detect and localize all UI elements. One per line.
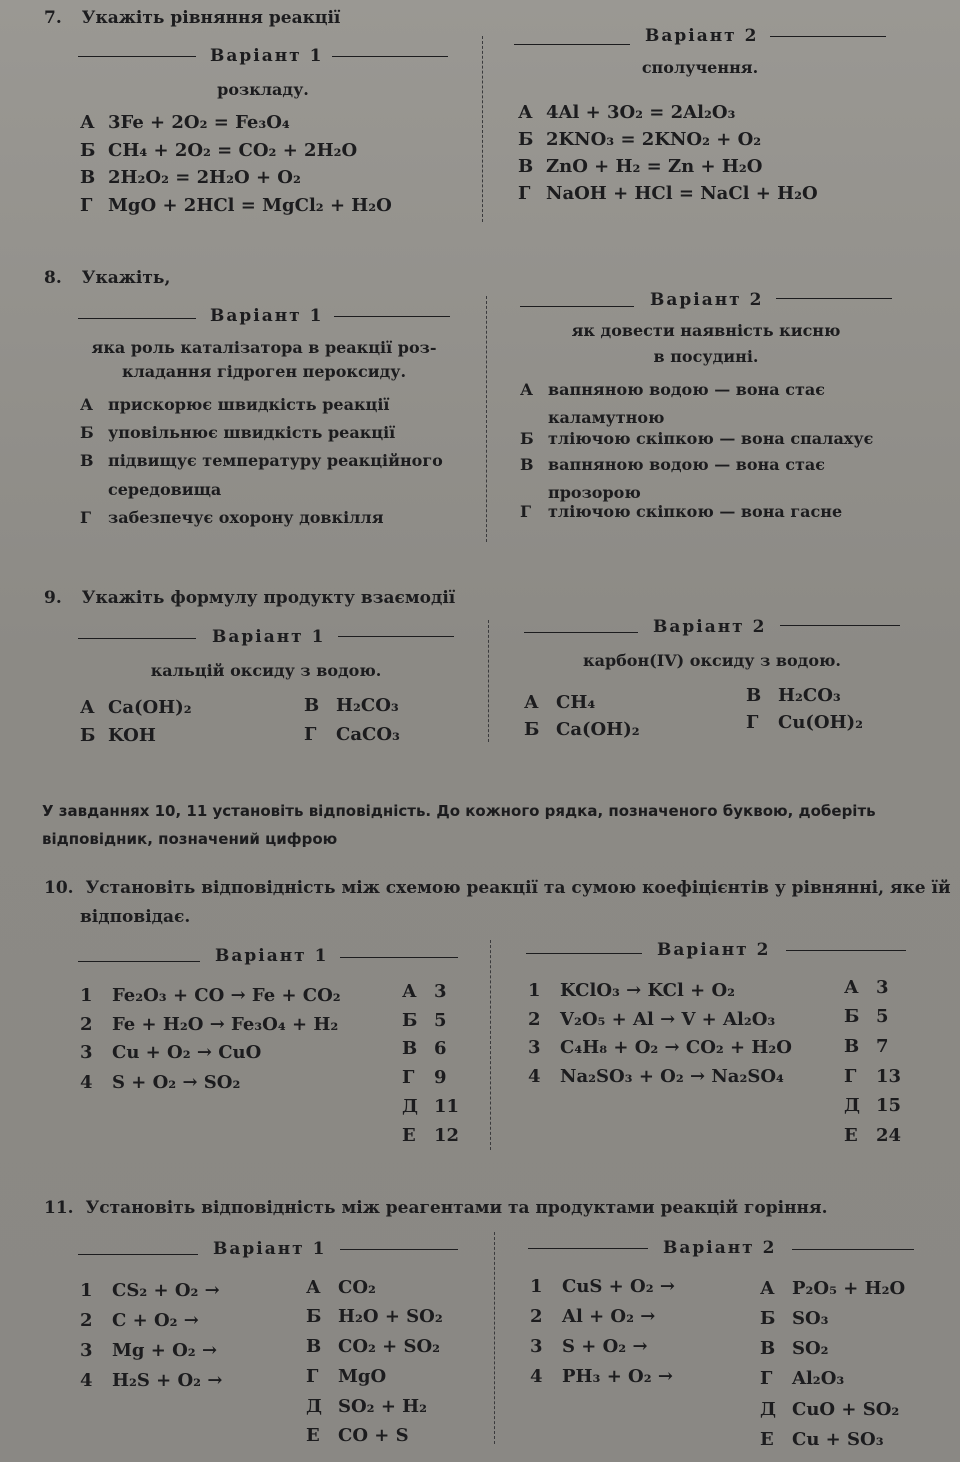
matching-row: 1 CS₂ + O₂ → — [80, 1280, 220, 1301]
matching-row: 3 C₄H₈ + O₂ → CO₂ + H₂O — [528, 1037, 792, 1058]
matching-answer: Б 5 — [402, 1010, 447, 1031]
variant-divider — [486, 296, 487, 542]
header-rule — [520, 306, 634, 307]
header-rule — [770, 36, 886, 37]
answer-option: Б уповільнює швидкість реакції — [80, 423, 396, 442]
variant-2-header: Варіант 2 — [657, 940, 771, 960]
matching-answer: Д 15 — [844, 1095, 902, 1116]
variant-2-header: Варіант 2 — [645, 26, 759, 46]
answer-option: В H₂CO₃ — [304, 695, 399, 716]
header-rule — [332, 56, 448, 57]
answer-option-continuation: середовища — [108, 480, 222, 499]
matching-instruction-line1: У завданнях 10, 11 установіть відповідність. До кожного рядка, позначеного буквою, доберіть — [42, 802, 876, 820]
matching-answer: В CO₂ + SO₂ — [306, 1336, 441, 1357]
matching-answer: Г MgO — [306, 1366, 387, 1387]
answer-option: В 2H₂O₂ = 2H₂O + O₂ — [80, 167, 301, 188]
header-rule — [340, 957, 458, 958]
variant-divider — [488, 620, 489, 742]
variant-divider — [482, 36, 483, 222]
header-rule — [78, 638, 196, 639]
matching-answer: А CO₂ — [306, 1277, 376, 1298]
header-rule — [528, 1248, 648, 1249]
matching-row: 2 Al + O₂ → — [530, 1306, 656, 1327]
question-number: 10. — [44, 878, 74, 898]
matching-row: 2 C + O₂ → — [80, 1310, 199, 1331]
header-rule — [524, 632, 638, 633]
matching-row: 3 Mg + O₂ → — [80, 1340, 218, 1361]
question-10-title — [44, 878, 951, 898]
header-rule — [338, 636, 454, 637]
matching-answer: Б SO₃ — [760, 1308, 829, 1329]
variant-divider — [490, 940, 491, 1150]
matching-row: 4 H₂S + O₂ → — [80, 1370, 223, 1391]
answer-option: А прискорює швидкість реакції — [80, 395, 390, 414]
matching-answer: Г 13 — [844, 1066, 902, 1087]
header-rule — [78, 56, 196, 57]
variant-1-header: Варіант 1 — [210, 306, 324, 326]
matching-row: 1 CuS + O₂ → — [530, 1276, 675, 1297]
question-number: 8. — [44, 268, 62, 288]
question-text: Установіть відповідність між реагентами та продуктами реакцій горіння. — [85, 1198, 828, 1218]
header-rule — [786, 950, 906, 951]
matching-answer: В SO₂ — [760, 1338, 829, 1359]
matching-answer: Е Cu + SO₃ — [760, 1429, 884, 1450]
matching-answer: А P₂O₅ + H₂O — [760, 1278, 906, 1299]
matching-answer: Е 12 — [402, 1125, 460, 1146]
question-11-title — [44, 1198, 827, 1218]
answer-option: А Ca(OH)₂ — [80, 697, 192, 718]
matching-answer: А 3 — [402, 981, 447, 1002]
variant-1-condition: кальцій оксиду з водою. — [150, 661, 382, 680]
answer-option: В H₂CO₃ — [746, 685, 841, 706]
answer-option: Г NaOH + HCl = NaCl + H₂O — [518, 183, 818, 204]
header-rule — [776, 298, 892, 299]
variant-1-header: Варіант 1 — [213, 1239, 327, 1259]
answer-option-continuation: каламутною — [548, 408, 665, 427]
header-rule — [780, 625, 900, 626]
matching-row: 4 Na₂SO₃ + O₂ → Na₂SO₄ — [528, 1066, 784, 1087]
matching-row: 4 S + O₂ → SO₂ — [80, 1072, 241, 1093]
header-rule — [514, 44, 630, 45]
variant-2-header: Варіант 2 — [650, 290, 764, 310]
matching-answer: В 6 — [402, 1038, 447, 1059]
variant-2-condition-line1: як довести наявність кисню — [571, 321, 841, 340]
answer-option: Б 2KNO₃ = 2KNO₂ + O₂ — [518, 129, 762, 150]
variant-1-condition-line2: кладання гідроген пероксиду. — [121, 362, 407, 381]
variant-2-condition-line2: в посудині. — [653, 347, 759, 366]
matching-row: 3 S + O₂ → — [530, 1336, 648, 1357]
matching-answer: Б H₂O + SO₂ — [306, 1306, 443, 1327]
matching-answer: Д SO₂ + H₂ — [306, 1396, 428, 1417]
matching-answer: В 7 — [844, 1036, 889, 1057]
answer-option: В ZnO + H₂ = Zn + H₂O — [518, 156, 763, 177]
answer-option: Б Ca(OH)₂ — [524, 719, 640, 740]
header-rule — [526, 953, 642, 954]
question-number: 7. — [44, 8, 62, 28]
answer-option: Б тліючою скіпкою — вона спалахує — [520, 429, 874, 448]
header-rule — [78, 961, 200, 962]
answer-option: В підвищує температуру реакційного — [80, 451, 443, 470]
matching-row: 1 Fe₂O₃ + CO → Fe + CO₂ — [80, 985, 341, 1006]
answer-option: А CH₄ — [524, 692, 596, 713]
variant-1-header: Варіант 1 — [215, 946, 329, 966]
question-text: Укажіть рівняння реакції — [81, 8, 341, 28]
matching-row: 3 Cu + O₂ → CuO — [80, 1042, 262, 1063]
answer-option: А 3Fe + 2O₂ = Fe₃O₄ — [80, 112, 290, 133]
variant-2-header: Варіант 2 — [653, 617, 767, 637]
matching-instruction-line2: відповідник, позначений цифрою — [42, 830, 338, 848]
variant-1-header: Варіант 1 — [210, 46, 324, 66]
header-rule — [792, 1249, 914, 1250]
answer-option: Г забезпечує охорону довкілля — [80, 508, 384, 527]
matching-answer: Е 24 — [844, 1125, 902, 1146]
question-text: Установіть відповідність між схемою реакції та сумою коефіцієнтів у рівнянні, яке їй — [85, 878, 951, 898]
matching-answer: Д CuO + SO₂ — [760, 1399, 900, 1420]
header-rule — [340, 1249, 458, 1250]
matching-row: 1 KClO₃ → KCl + O₂ — [528, 980, 736, 1001]
variant-1-header: Варіант 1 — [212, 627, 326, 647]
answer-option: А вапняною водою — вона стає — [520, 380, 825, 399]
answer-option: Б CH₄ + 2O₂ = CO₂ + 2H₂O — [80, 140, 358, 161]
variant-1-condition: розкладу. — [217, 80, 309, 99]
matching-answer: Г 9 — [402, 1067, 447, 1088]
answer-option: Г MgO + 2HCl = MgCl₂ + H₂O — [80, 195, 392, 216]
matching-answer: А 3 — [844, 977, 889, 998]
question-text: Укажіть формулу продукту взаємодії — [81, 588, 456, 608]
answer-option: Г тліючою скіпкою — вона гасне — [520, 502, 843, 521]
matching-answer: Б 5 — [844, 1006, 889, 1027]
answer-option: В вапняною водою — вона стає — [520, 455, 825, 474]
variant-1-condition-line1: яка роль каталізатора в реакції роз- — [91, 338, 437, 357]
variant-2-header: Варіант 2 — [663, 1238, 777, 1258]
question-7-title — [44, 8, 340, 28]
matching-answer: Е CO + S — [306, 1425, 409, 1446]
question-10-title-continuation: відповідає. — [80, 907, 191, 927]
variant-2-condition: карбон(IV) оксиду з водою. — [583, 651, 841, 670]
variant-divider — [494, 1232, 495, 1444]
answer-option-continuation: прозорою — [548, 483, 641, 502]
answer-option: А 4Al + 3O₂ = 2Al₂O₃ — [518, 102, 736, 123]
matching-answer: Д 11 — [402, 1096, 460, 1117]
matching-row: 2 V₂O₅ + Al → V + Al₂O₃ — [528, 1009, 776, 1030]
matching-row: 2 Fe + H₂O → Fe₃O₄ + H₂ — [80, 1014, 339, 1035]
header-rule — [78, 1254, 198, 1255]
question-8-title — [44, 268, 170, 288]
question-number: 9. — [44, 588, 62, 608]
matching-answer: Г Al₂O₃ — [760, 1368, 845, 1389]
answer-option: Г Cu(OH)₂ — [746, 712, 864, 733]
question-number: 11. — [44, 1198, 74, 1218]
question-text: Укажіть, — [81, 268, 171, 288]
header-rule — [78, 318, 196, 319]
answer-option: Б KOH — [80, 725, 156, 746]
matching-row: 4 PH₃ + O₂ → — [530, 1366, 673, 1387]
variant-2-condition: сполучення. — [641, 58, 759, 77]
question-9-title — [44, 588, 455, 608]
answer-option: Г CaCO₃ — [304, 724, 400, 745]
header-rule — [334, 316, 450, 317]
